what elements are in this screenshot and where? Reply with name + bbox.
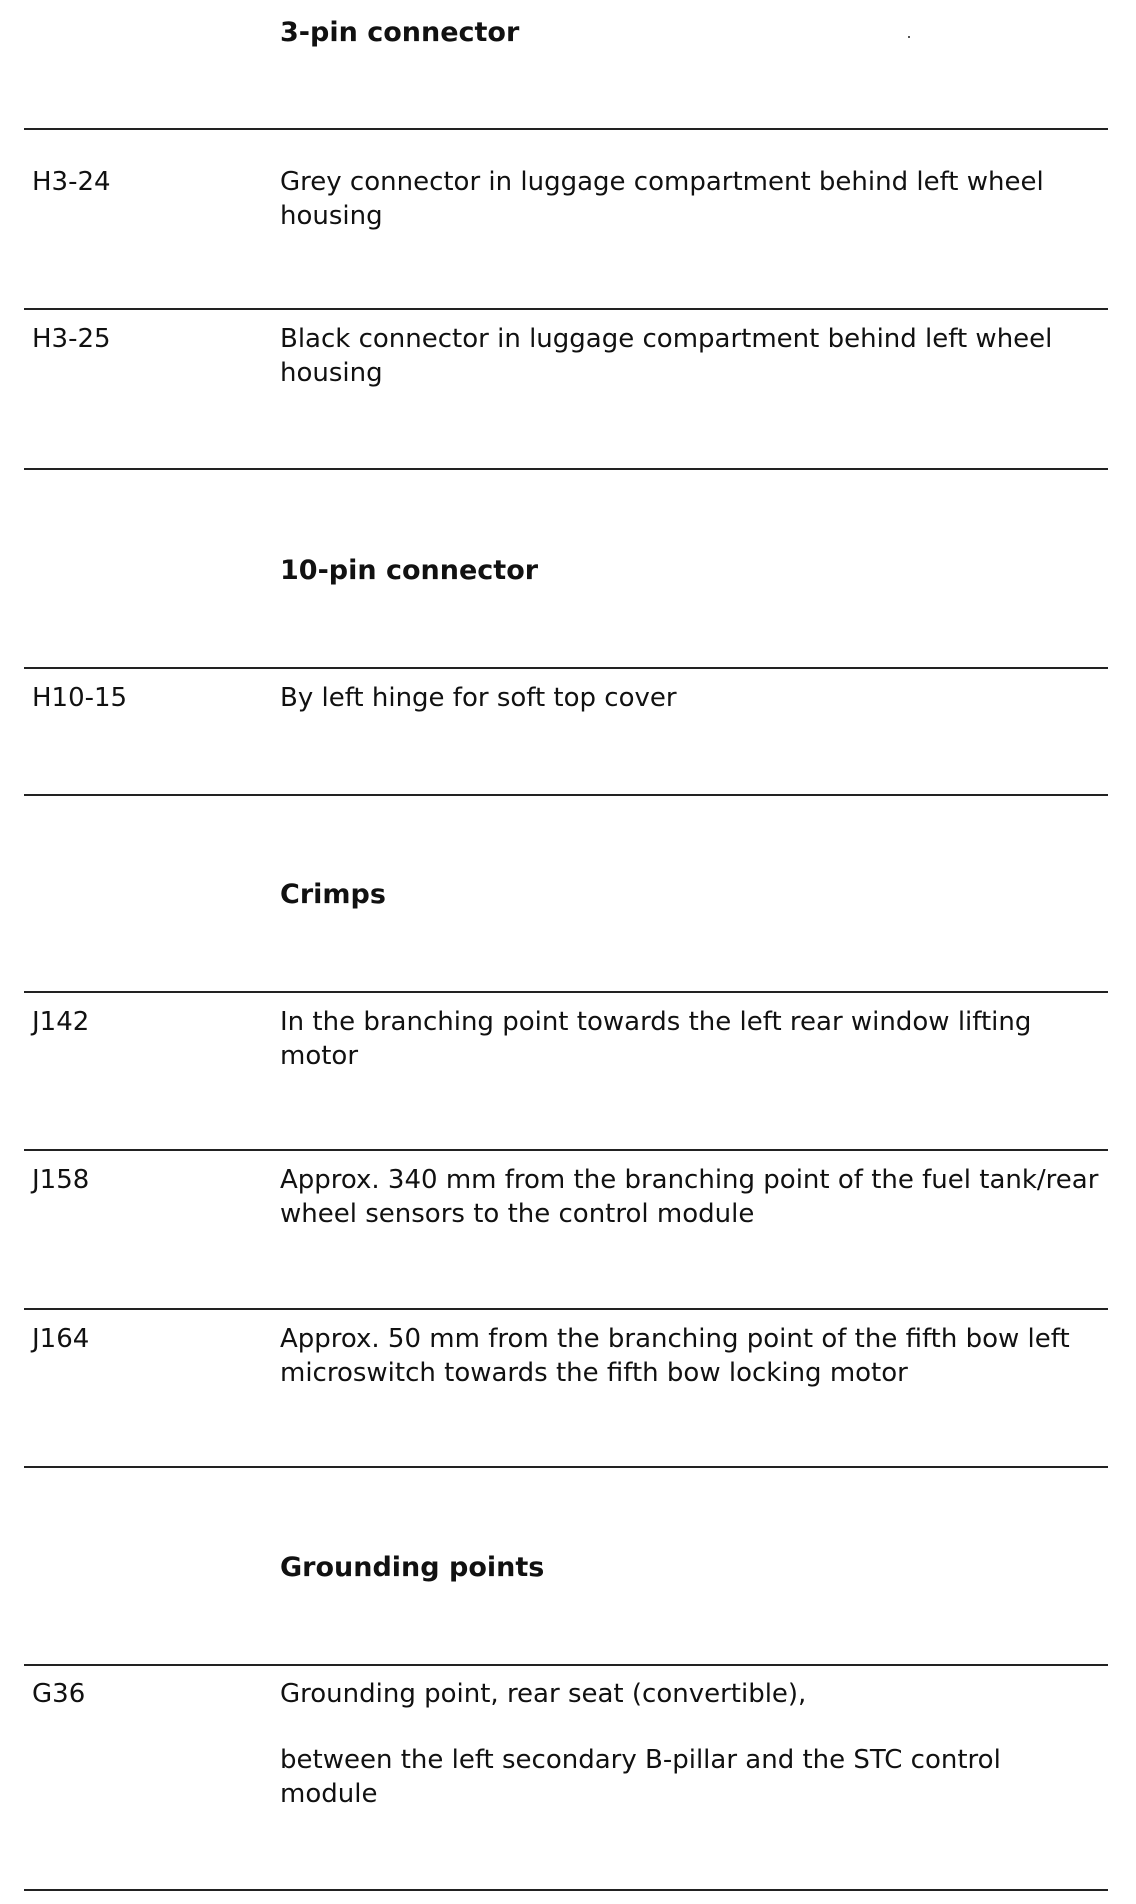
row-description-g36 — [280, 1677, 1100, 1811]
row-description-j142 — [280, 1005, 1100, 1073]
row-code-h10-15: H10-15 — [32, 683, 128, 713]
scan-speck — [908, 36, 910, 38]
section-heading-10-pin-connector: 10-pin connector — [280, 555, 539, 586]
divider — [24, 1889, 1108, 1891]
section-heading-3-pin-connector: 3-pin connector — [280, 17, 520, 48]
row-code-h3-24: H3-24 — [32, 167, 111, 197]
row-description-h3-25 — [280, 322, 1100, 390]
section-heading-crimps: Crimps — [280, 879, 386, 910]
row-description-line: Grey connector in luggage compartment behind left wheel housing — [280, 167, 1044, 231]
row-code-j158: J158 — [32, 1165, 90, 1195]
row-code-h3-25: H3-25 — [32, 324, 111, 354]
divider — [24, 128, 1108, 130]
row-description-h3-24 — [280, 165, 1100, 233]
row-description-j158 — [280, 1163, 1100, 1231]
row-description-line: By left hinge for soft top cover — [280, 683, 677, 713]
divider — [24, 1664, 1108, 1666]
row-description-h10-15 — [280, 681, 1100, 715]
divider — [24, 308, 1108, 310]
row-description-line: Approx. 50 mm from the branching point of the fifth bow left microswitch towards the fifth bow locking motor — [280, 1324, 1070, 1388]
divider — [24, 1308, 1108, 1310]
row-description-j164 — [280, 1322, 1100, 1390]
divider — [24, 991, 1108, 993]
row-description-line: In the branching point towards the left rear window lifting motor — [280, 1007, 1032, 1071]
divider — [24, 468, 1108, 470]
row-description-line: Grounding point, rear seat (convertible), — [280, 1679, 807, 1709]
section-heading-grounding-points: Grounding points — [280, 1552, 545, 1583]
divider — [24, 667, 1108, 669]
row-description-line: between the left secondary B-pillar and the STC control module — [280, 1745, 1001, 1809]
row-description-line: Approx. 340 mm from the branching point of the fuel tank/rear wheel sensors to the control module — [280, 1165, 1099, 1229]
divider — [24, 794, 1108, 796]
row-code-j164: J164 — [32, 1324, 90, 1354]
row-description-line: Black connector in luggage compartment behind left wheel housing — [280, 324, 1053, 388]
row-code-j142: J142 — [32, 1007, 90, 1037]
divider — [24, 1466, 1108, 1468]
divider — [24, 1149, 1108, 1151]
row-code-g36: G36 — [32, 1679, 86, 1709]
